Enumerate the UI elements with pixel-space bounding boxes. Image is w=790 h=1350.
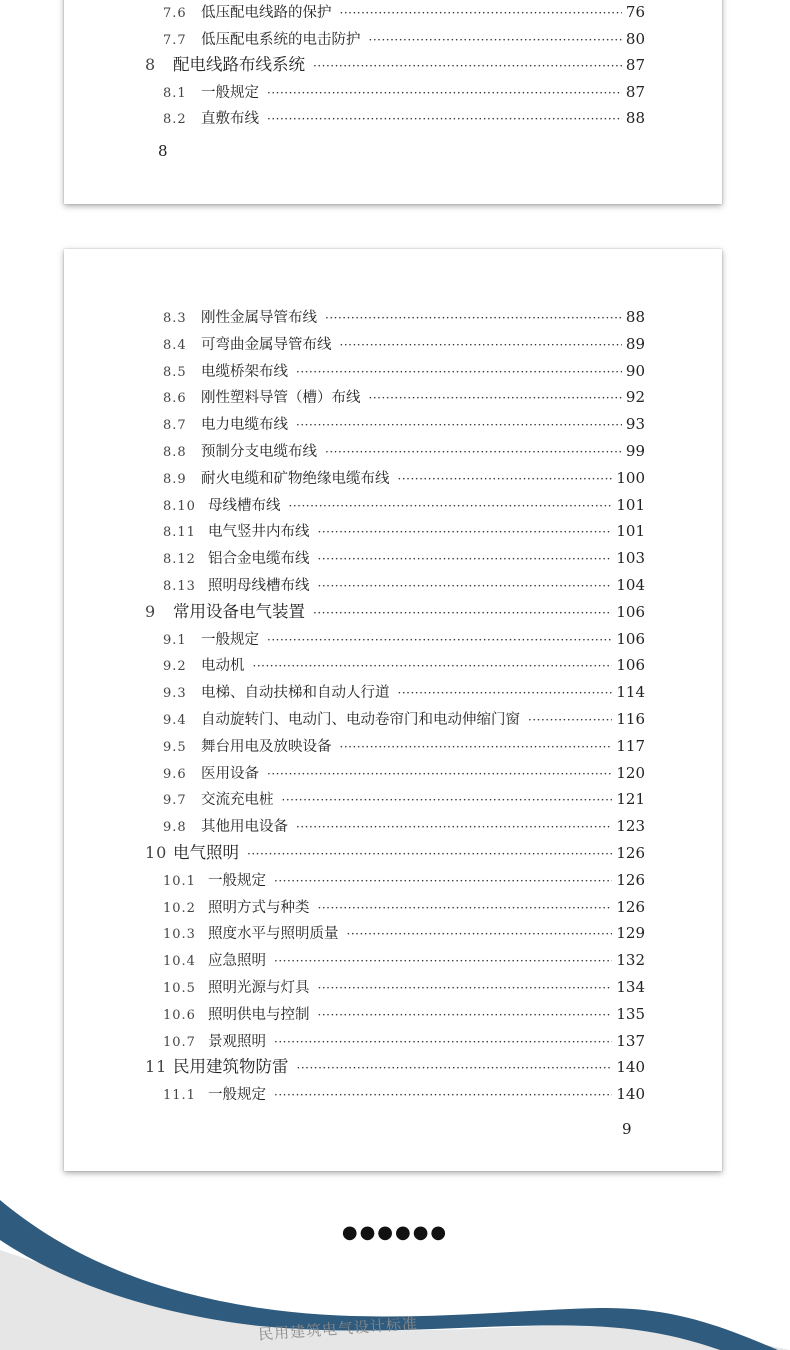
toc-section-entry [163,440,645,462]
entry-title: 铝合金电缆布线 [208,551,310,568]
toc-section-entry [163,360,645,382]
entry-page-number: 129 [616,924,645,943]
leader-dots [282,789,613,811]
entry-number: 10.7 [163,1034,196,1050]
entry-title: 低压配电系统的电击防护 [201,31,361,48]
entry-page-number: 126 [616,897,645,916]
toc-section-entry [163,386,645,408]
entry-title: 医用设备 [201,765,259,782]
toc-section-entry [163,762,645,784]
toc-chapter-entry [145,54,645,76]
entry-number: 8.8 [163,445,187,460]
entry-number: 8.7 [163,418,187,434]
toc-page-9 [64,249,722,1171]
entry-title: 照明光源与灯具 [208,980,310,996]
entry-title: 照明供电与控制 [208,1006,310,1023]
toc-section-entry [163,1083,645,1105]
entry-page-number: 88 [625,308,645,326]
entry-page-number: 88 [625,109,645,128]
entry-title: 低压配电线路的保护 [201,5,332,21]
entry-number: 9.5 [163,739,187,755]
leader-dots [296,816,612,838]
entry-title: 常用设备电气装置 [173,601,305,621]
entry-title: 照明方式与种类 [208,899,310,916]
entry-title: 母线槽布线 [208,497,281,514]
entry-number: 9.8 [163,820,187,836]
entry-title: 照度水平与照明质量 [208,926,339,943]
entry-number: 10.3 [163,927,196,943]
entry-page-number: 103 [616,549,645,568]
entry-page-number: 100 [616,468,645,487]
leader-dots [398,468,613,490]
entry-number: 8.10 [163,498,196,514]
entry-page-number: 106 [616,656,645,675]
entry-page-number: 106 [616,629,645,648]
entry-number: 10 [145,843,168,862]
entry-number: 9.6 [163,766,187,782]
entry-page-number: 76 [625,3,645,21]
entry-title: 预制分支电缆布线 [201,444,317,460]
entry-page-number: 132 [616,951,645,970]
toc-section-entry [163,520,645,542]
entry-title: 电力电缆布线 [201,417,288,434]
leader-dots [297,1057,613,1079]
entry-page-number: 80 [625,29,645,48]
entry-title: 电梯、自动扶梯和自动人行道 [201,685,390,702]
entry-number: 7.7 [163,32,187,48]
entry-page-number: 104 [616,576,645,594]
toc-section-entry [163,28,645,50]
leader-dots [325,307,622,329]
entry-number: 8.1 [163,85,187,101]
leader-dots [274,950,612,972]
entry-title: 一般规定 [208,872,266,889]
entry-title: 交流充电桩 [201,792,274,809]
entry-number: 10.4 [163,954,196,970]
toc-section-entry [163,869,645,891]
entry-title: 刚性金属导管布线 [201,310,317,326]
toc-section-entry [163,81,645,103]
entry-number: 11 [145,1057,168,1077]
toc-section-entry [163,1,645,23]
entry-title: 电气照明 [173,843,239,862]
toc-section-entry [163,333,645,355]
leader-dots [318,521,613,543]
entry-number: 9.2 [163,659,187,675]
entry-title: 其他用电设备 [201,819,288,836]
entry-number: 8.5 [163,364,187,380]
entry-page-number: 126 [616,844,645,862]
toc-section-entry [163,815,645,837]
entry-number: 10.2 [163,900,196,916]
entry-title: 景观照明 [208,1033,266,1050]
entry-page-number: 101 [616,495,645,514]
entry-page-number: 137 [616,1031,645,1050]
entry-number: 9 [145,601,157,621]
entry-page-number: 106 [616,602,645,621]
leader-dots [253,655,613,677]
entry-page-number: 117 [616,736,645,755]
entry-page-number: 123 [616,817,645,836]
entry-title: 刚性塑料导管（槽）布线 [201,390,361,407]
toc-section-entry [163,574,645,596]
entry-number: 8.13 [163,579,196,594]
toc-chapter-entry [145,1056,645,1078]
entry-number: 9.7 [163,793,187,809]
entry-title: 电动机 [201,658,245,675]
leader-dots [247,843,612,865]
leader-dots [267,629,612,651]
toc-section-entry [163,654,645,676]
leader-dots [267,82,622,104]
entry-title: 直敷布线 [201,111,259,128]
entry-title: 一般规定 [201,631,259,648]
entry-number: 10.1 [163,873,196,889]
entry-number: 8.6 [163,391,187,407]
entry-page-number: 116 [616,710,645,728]
entry-page-number: 93 [625,415,645,434]
book-cover-title: 民用建筑电气设计标准 [257,1314,419,1344]
entry-title: 配电线路布线系统 [173,55,305,75]
leader-dots [296,361,622,383]
leader-dots [289,495,613,517]
toc-section-entry [163,681,645,703]
entry-number: 8.11 [163,525,196,541]
entry-page-number: 89 [625,334,645,353]
entry-page-number: 135 [616,1004,645,1023]
entry-page-number: 87 [625,56,645,75]
entry-number: 9.4 [163,713,187,728]
entry-title: 电气竖井内布线 [208,524,310,541]
toc-section-entry [163,1030,645,1052]
toc-section-entry [163,1003,645,1025]
entry-title: 一般规定 [201,84,259,101]
leader-dots [369,387,622,409]
entry-page-number: 87 [625,82,645,101]
toc-page-8 [64,0,722,204]
toc-section-entry [163,306,645,328]
leader-dots [296,414,622,436]
entry-page-number: 140 [616,1085,645,1104]
entry-page-number: 101 [616,522,645,541]
entry-number: 9.1 [163,632,187,648]
page-number: 8 [158,142,168,160]
leader-dots [313,602,612,624]
leader-dots [318,897,613,919]
continuation-dots: ●●●●●● [341,1222,449,1243]
entry-number: 10.5 [163,981,196,996]
toc-section-entry [163,494,645,516]
leader-dots [274,870,612,892]
toc-section-entry [163,896,645,918]
entry-number: 8.12 [163,552,196,568]
entry-page-number: 120 [616,763,645,782]
leader-dots [398,682,613,704]
entry-page-number: 92 [625,388,645,407]
leader-dots [274,1031,612,1053]
entry-page-number: 90 [625,361,645,380]
toc-section-entry [163,547,645,569]
toc-chapter-entry [145,601,645,623]
toc-section-entry [163,467,645,489]
entry-page-number: 121 [616,790,645,809]
toc-section-entry [163,107,645,129]
leader-dots [369,29,622,51]
entry-title: 自动旋转门、电动门、电动卷帘门和电动伸缩门窗 [201,712,520,728]
toc-section-entry [163,922,645,944]
entry-number: 8.4 [163,337,187,353]
entry-page-number: 140 [616,1058,645,1077]
leader-dots [325,441,622,463]
entry-page-number: 126 [616,870,645,889]
entry-number: 10.6 [163,1007,196,1023]
leader-dots [313,55,622,77]
entry-title: 电缆桥架布线 [201,363,288,380]
toc-section-entry [163,788,645,810]
leader-dots [267,763,612,785]
leader-dots [318,1004,613,1026]
entry-number: 8.2 [163,112,187,128]
leader-dots [318,575,613,597]
entry-page-number: 114 [616,683,645,702]
toc-section-entry [163,628,645,650]
toc-section-entry [163,949,645,971]
entry-title: 民用建筑物防雷 [173,1057,289,1077]
leader-dots [267,108,622,130]
toc-section-entry [163,708,645,730]
entry-number: 8.9 [163,471,187,487]
entry-title: 舞台用电及放映设备 [201,738,332,755]
entry-title: 一般规定 [208,1087,266,1104]
leader-dots [340,2,622,24]
leader-dots [274,1084,612,1106]
toc-section-entry [163,976,645,998]
leader-dots [318,977,613,999]
entry-title: 照明母线槽布线 [208,578,310,594]
leader-dots [340,736,613,758]
entry-number: 8.3 [163,311,187,326]
leader-dots [347,923,613,945]
toc-section-entry [163,735,645,757]
entry-page-number: 134 [616,978,645,996]
entry-number: 9.3 [163,686,187,702]
leader-dots [340,334,622,356]
entry-title: 可弯曲金属导管布线 [201,336,332,353]
entry-title: 耐火电缆和矿物绝缘电缆布线 [201,470,390,487]
entry-title: 应急照明 [208,953,266,970]
entry-number: 7.6 [163,6,187,21]
entry-number: 8 [145,55,157,75]
toc-chapter-entry [145,842,645,864]
toc-section-entry [163,413,645,435]
page-number: 9 [622,1120,632,1138]
entry-page-number: 99 [625,442,645,460]
entry-number: 11.1 [163,1088,196,1104]
leader-dots [528,709,612,731]
leader-dots [318,548,613,570]
